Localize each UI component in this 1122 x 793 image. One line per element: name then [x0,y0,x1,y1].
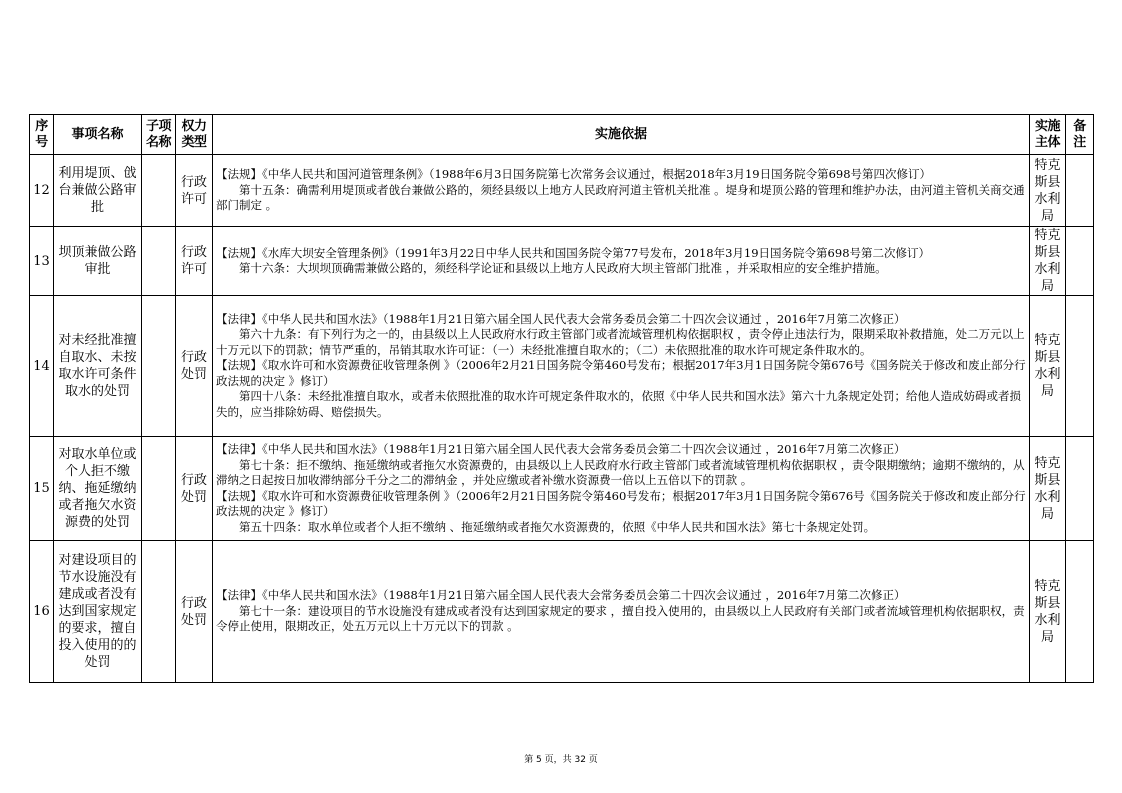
row-subject: 特克斯县水利局 [1030,155,1066,227]
header-power-type: 权力类型 [176,115,213,155]
row-power-type: 行政许可 [176,227,213,296]
header-seq: 序号 [30,115,54,155]
header-basis: 实施依据 [213,115,1030,155]
row-sub-name [142,227,176,296]
authority-list-table [29,114,1094,683]
row-power-type: 行政处罚 [176,437,213,541]
basis-paragraph: 第四十八条：未经批准擅自取水，或者未依照批准的取水许可规定条件取水的，依照《中华人民共和国水法》第六十九条规定处罚；给他人造成妨碍或者损失的，应当排除妨碍、赔偿损失。 [216,389,1021,419]
row-subject: 特克斯县水利局 [1030,437,1066,541]
table-row [30,541,1094,683]
row-sub-name [142,155,176,227]
basis-paragraph: 第七十条：拒不缴纳、拖延缴纳或者拖欠水资源费的，由县级以上人民政府水行政主管部门或者流域管理机构依据职权 ，责令限期缴纳；逾期不缴纳的，从滞纳之日起按日加收滞纳部分千分之二的滞纳金 ，并处应缴或者补缴水资源费一倍以上五倍以下的罚款 。 [216,457,1025,487]
row-power-type: 行政处罚 [176,541,213,683]
table-row [30,296,1094,437]
header-name: 事项名称 [54,115,142,155]
basis-paragraph: 【法律】《中华人民共和国水法》（1988年1月21日第六届全国人民代表大会常务委员会第二十四次会议通过 ，2016年7月第二次修正） [216,588,906,603]
row-seq: 16 [30,541,54,683]
basis-paragraph: 第十五条：确需利用堤顶或者戗台兼做公路的，须经县级以上地方人民政府河道主管机关批准 。堤身和堤顶公路的管理和维护办法，由河道主管机关商交通部门制定 。 [216,182,1025,213]
row-remark [1066,227,1094,296]
row-basis [213,296,1030,437]
row-item-name: 对取水单位或个人拒不缴纳、拖延缴纳或者拖欠水资源费的处罚 [54,437,142,541]
basis-paragraph: 第五十四条：取水单位或者个人拒不缴纳 、拖延缴纳或者拖欠水资源费的，依照《中华人民共和国水法》第七十条规定处罚。 [239,519,876,534]
row-basis [213,155,1030,227]
row-remark [1066,541,1094,683]
basis-paragraph: 【法规】《水库大坝安全管理条例》（1991年3月22日中华人民共和国国务院令第77号发布，2018年3月19日国务院令第698号第二次修订） [216,245,931,260]
basis-paragraph: 第六十九条：有下列行为之一的，由县级以上人民政府水行政主管部门或者流域管理机构依据职权 ，责令停止违法行为，限期采取补救措施，处二万元以上十万元以下的罚款；情节严重的，吊销其取水许可证：（一）未经批准擅自取水的；（二）未依照批准的取水许可规定条件取水的。 [216,327,1025,357]
header-subject: 实施主体 [1030,115,1066,155]
header-sub-name: 子项名称 [142,115,176,155]
row-remark [1066,155,1094,227]
basis-paragraph: 【法规】《取水许可和水资源费征收管理条例 》（2006年2月21日国务院令第460号发布；根据2017年3月1日国务院令第676号《国务院关于修改和废止部分行政法规的决定 》修订） [216,488,1026,518]
basis-paragraph: 第十六条：大坝坝顶确需兼做公路的，须经科学论证和县级以上地方人民政府大坝主管部门批准 ，并采取相应的安全维护措施。 [239,261,887,275]
table-row [30,227,1094,296]
row-seq: 14 [30,296,54,437]
table-row [30,155,1094,227]
header-remark: 备注 [1066,115,1094,155]
basis-paragraph: 【法规】《取水许可和水资源费征收管理条例 》（2006年2月21日国务院令第460号发布；根据2017年3月1日国务院令第676号《国务院关于修改和废止部分行政法规的决定 》修订） [216,358,1026,388]
row-item-name: 对建设项目的节水设施没有建成或者没有达到国家规定的要求，擅自投入使用的的处罚 [54,541,142,683]
row-seq: 13 [30,227,54,296]
basis-paragraph: 【法规】《中华人民共和国河道管理条例》（1988年6月3日国务院第七次常务会议通过，根据2018年3月19日国务院令第698号第四次修订） [216,167,932,182]
row-power-type: 行政处罚 [176,296,213,437]
row-seq: 15 [30,437,54,541]
row-seq: 12 [30,155,54,227]
page-number: 第 5 页，共 32 页 [524,755,598,765]
row-item-name: 坝顶兼做公路审批 [54,227,142,296]
row-sub-name [142,541,176,683]
row-sub-name [142,437,176,541]
row-item-name: 对未经批准擅自取水、未按取水许可条件取水的处罚 [54,296,142,437]
row-power-type: 行政许可 [176,155,213,227]
row-subject: 特克斯县水利局 [1030,296,1066,437]
basis-paragraph: 【法律】《中华人民共和国水法》（1988年1月21日第六届全国人民代表大会常务委员会第二十四次会议通过 ，2016年7月第二次修正） [216,311,906,326]
row-remark [1066,437,1094,541]
row-item-name: 利用堤顶、戗台兼做公路审批 [54,155,142,227]
row-basis [213,541,1030,683]
basis-paragraph: 【法律】《中华人民共和国水法》（1988年1月21日第六届全国人民代表大会常务委员会第二十四次会议通过 ，2016年7月第二次修正） [216,442,906,456]
table-row [30,437,1094,541]
row-subject: 特克斯县水利局 [1030,541,1066,683]
row-basis [213,227,1030,296]
row-subject: 特克斯县水利局 [1030,227,1066,296]
row-remark [1066,296,1094,437]
row-sub-name [142,296,176,437]
row-basis [213,437,1030,541]
basis-paragraph: 第七十一条：建设项目的节水设施没有建成或者没有达到国家规定的要求 ，擅自投入使用的，由县级以上人民政府有关部门或者流域管理机构依据职权，责令停止使用，限期改正，处五万元以上十万元以下的罚款 。 [216,603,1025,634]
header-row [30,115,1094,155]
